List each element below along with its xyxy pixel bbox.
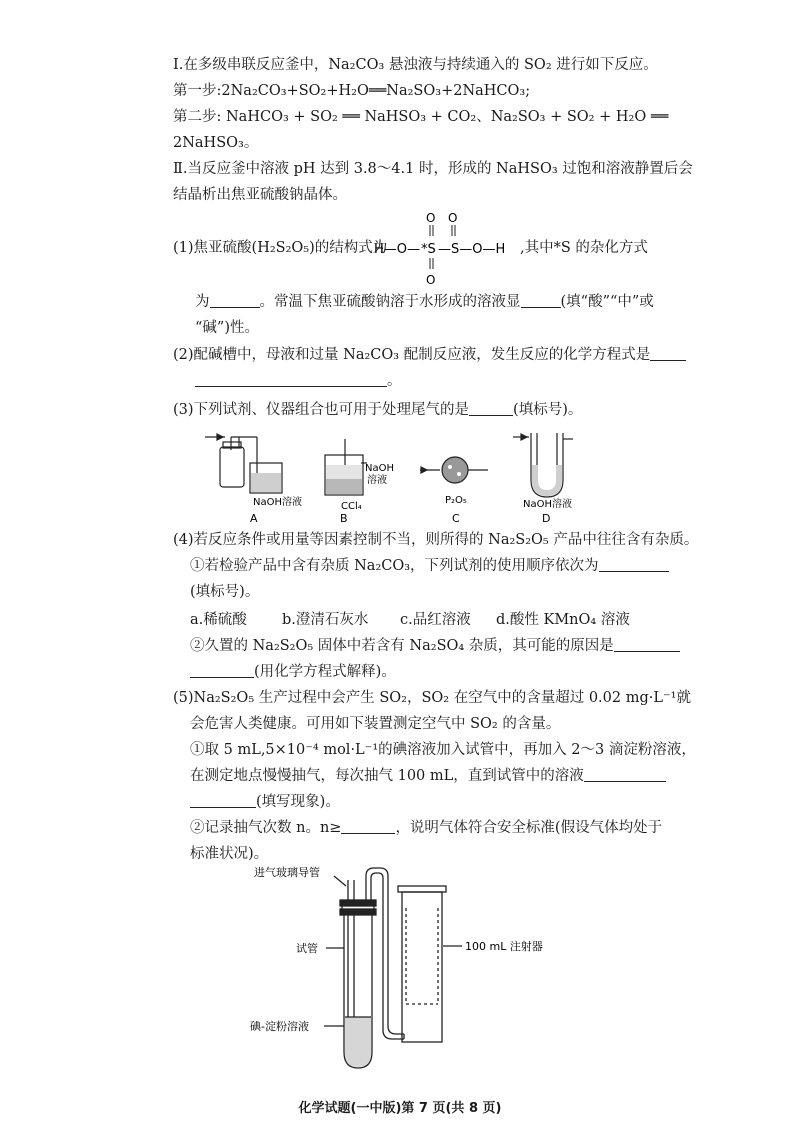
option-label-d: D [542, 512, 551, 525]
q4-sub-2-cont [190, 662, 396, 682]
answer-blank-acidity[interactable] [521, 293, 561, 308]
oxygen-bottom: O [426, 273, 436, 287]
q4-prompt: (4)若反应条件或用量等因素控制不当，则所得的 Na₂S₂O₅ 产品中往往含有杂质。 [173, 532, 699, 548]
q4-sub-1-text: ①若检验产品中含有杂质 Na₂CO₃，下列试剂的使用顺序依次为 [190, 558, 599, 574]
q1-prompt: (1)焦亚硫酸(H₂S₂O₅)的结构式为 [173, 240, 388, 256]
q5-sub-1-hint: (填写现象)。 [256, 794, 340, 810]
oxygen-top-1: O [426, 211, 436, 225]
option-label-a: A [250, 512, 258, 525]
q1-line-2 [195, 292, 654, 312]
q3-prompt [173, 400, 582, 420]
choice-a: a.稀硫酸 [190, 612, 247, 628]
q1-solution-text: 。常温下焦亚硫酸钠溶于水形成的溶液显 [259, 294, 521, 310]
reaction-step-2-cont: 2NaHSO₃。 [173, 135, 259, 151]
answer-blank-equation-a[interactable] [650, 346, 686, 361]
q4-sub-2-text: ②久置的 Na₂S₂O₅ 固体中若含有 Na₂SO₄ 杂质，其可能的原因是 [190, 638, 614, 654]
q5-sub-1: ①取 5 mL,5×10⁻⁴ mol·L⁻¹的碘溶液加入试管中，再加入 2～3 滴淀粉溶液， [190, 742, 696, 758]
formula-star-s: *S [421, 242, 436, 257]
label-inlet-tube: 进气玻璃导管 [254, 866, 320, 879]
q1-hint: (填“酸”“中”或 [560, 294, 654, 310]
answer-blank-phenomenon-b[interactable] [190, 793, 256, 808]
q5-sub-2-text: ②记录抽气次数 n。n≥ [190, 820, 342, 836]
answer-blank-q3[interactable] [469, 401, 513, 416]
syringe-barrel [402, 892, 442, 1042]
reaction-step-2: 第二步: NaHCO₃ + SO₂ ══ NaHSO₃ + CO₂、Na₂SO₃ + SO₂ + H₂O ══ [173, 109, 669, 125]
label-a-solution: NaOH溶液 [253, 497, 302, 508]
apparatus-b [325, 439, 367, 495]
intro-line-2: Ⅱ.当反应釜中溶液 pH 达到 3.8～4.1 时，形成的 NaHSO₃ 过饱和溶液静置后会 [173, 161, 693, 177]
label-d-solution: NaOH溶液 [523, 499, 572, 510]
reaction-step-1: 第一步:2Na₂CO₃+SO₂+H₂O══Na₂SO₃+2NaHCO₃; [173, 83, 531, 99]
answer-blank-na2so4-b[interactable] [190, 663, 254, 678]
q4-sub-1 [190, 556, 669, 576]
apparatus-figure-q3 [195, 425, 615, 530]
answer-blank-reagent-order[interactable] [599, 557, 669, 572]
label-syringe: 100 mL 注射器 [465, 940, 543, 953]
q5-sub-1-cont [190, 766, 666, 786]
apparatus-a [205, 434, 282, 493]
choice-b: b.澄清石灰水 [282, 612, 369, 628]
apparatus-c [420, 457, 488, 483]
q5-sub-2 [190, 818, 662, 838]
label-b-solution: 溶液 [367, 475, 387, 486]
formula-mid: —S—O—H [438, 242, 506, 257]
label-b-naoh: NaOH [365, 463, 394, 474]
q2-text: (2)配碱槽中，母液和过量 Na₂CO₃ 配制反应液，发生反应的化学方程式是 [173, 347, 651, 363]
apparatus-figure-q5 [240, 862, 580, 1072]
formula-left: H—O— [374, 242, 421, 257]
label-iodine-solution: 碘-淀粉溶液 [250, 1020, 309, 1033]
q3-text: (3)下列试剂、仪器组合也可用于处理尾气的是 [173, 402, 470, 418]
q2-line-2 [195, 371, 402, 391]
q5-sub-1-end [190, 792, 340, 812]
q1-wei: 为 [195, 294, 210, 310]
intro-line-1: Ⅰ.在多级串联反应釜中，Na₂CO₃ 悬浊液与持续通入的 SO₂ 进行如下反应。 [173, 57, 658, 73]
answer-blank-count-n[interactable] [341, 819, 395, 834]
q4-sub-1-hint: (填标号)。 [190, 584, 260, 600]
label-c-p2o5: P₂O₅ [445, 495, 467, 506]
q4-choices [190, 610, 630, 630]
option-label-c: C [452, 512, 460, 525]
label-b-ccl4: CCl₄ [341, 501, 362, 512]
q5-sub-2-cont: 标准状况)。 [190, 846, 269, 862]
q5-sub-2-tail: ，说明气体符合安全标准(假设气体均处于 [395, 820, 663, 836]
q2-end: 。 [387, 373, 402, 389]
answer-blank-hybridization[interactable] [210, 293, 260, 308]
q4-sub-2-hint: (用化学方程式解释)。 [254, 664, 396, 680]
apparatus-d [513, 433, 573, 497]
structural-formula [374, 208, 522, 288]
intro-line-2-cont: 结晶析出焦亚硫酸钠晶体。 [173, 187, 347, 203]
q2-prompt [173, 345, 686, 365]
page-footer: 化学试题(一中版)第 7 页(共 8 页) [298, 1101, 502, 1116]
answer-blank-phenomenon-a[interactable] [584, 767, 666, 782]
q5-sub-1-text: 在测定地点慢慢抽气，每次抽气 100 mL，直到试管中的溶液 [190, 768, 584, 784]
choice-d: d.酸性 KMnO₄ 溶液 [496, 612, 630, 628]
q5-prompt: (5)Na₂S₂O₅ 生产过程中会产生 SO₂，SO₂ 在空气中的含量超过 0.02 mg·L⁻¹就 [173, 690, 691, 706]
q1-tail: ,其中*S 的杂化方式 [520, 240, 648, 256]
answer-blank-na2so4-a[interactable] [614, 637, 680, 652]
inlet-leader [334, 876, 346, 886]
option-label-b: B [340, 512, 348, 525]
q4-sub-2 [190, 636, 680, 656]
q1-line-3: “碱”)性。 [195, 320, 259, 336]
label-test-tube: 试管 [296, 942, 318, 955]
choice-c: c.品红溶液 [400, 612, 471, 628]
q3-hint: (填标号)。 [513, 402, 583, 418]
iodine-starch-solution [345, 1017, 371, 1067]
q5-line-2: 会危害人类健康。可用如下装置测定空气中 SO₂ 的含量。 [190, 716, 561, 732]
answer-blank-equation-b[interactable] [195, 372, 387, 387]
oxygen-top-2: O [448, 211, 458, 225]
